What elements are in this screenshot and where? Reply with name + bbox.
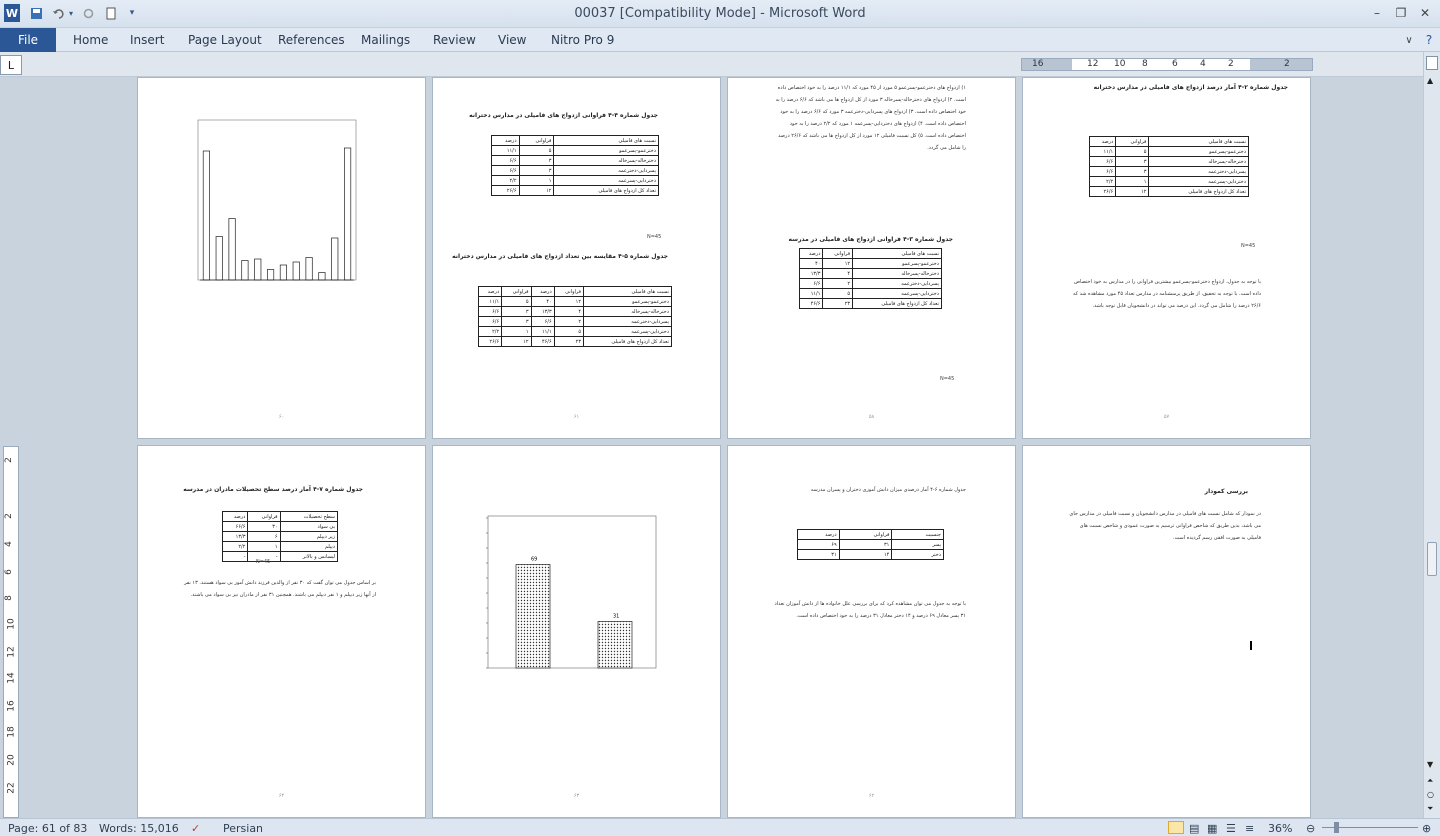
- window-title: 00037 [Compatibility Mode] - Microsoft Word: [574, 6, 866, 21]
- ribbon-tabs: [0, 28, 1440, 52]
- vruler-label: 12: [6, 646, 17, 658]
- chart-bar: [516, 565, 550, 669]
- vertical-scrollbar[interactable]: [1423, 52, 1440, 818]
- vruler-label: 20: [6, 754, 17, 766]
- page-number: ۶۱: [573, 414, 580, 420]
- document-page[interactable]: [727, 445, 1016, 818]
- word-app-icon[interactable]: W: [4, 4, 20, 22]
- print-layout-icon[interactable]: [1168, 821, 1184, 834]
- file-tab[interactable]: File: [0, 28, 56, 52]
- vertical-ruler[interactable]: [3, 446, 19, 818]
- vruler-label: 6: [3, 569, 14, 575]
- ruler-label: 6: [1172, 59, 1178, 69]
- zoom-out-icon[interactable]: ⊖: [1306, 822, 1316, 835]
- chart-bar: [216, 237, 222, 281]
- document-page[interactable]: [1022, 445, 1311, 818]
- chart-bar: [293, 262, 299, 280]
- chart-bar: [255, 259, 261, 280]
- table-caption: جدول شماره ۲-۴ آمار درصد ازدواج های فامیلی در مدارس دخترانه: [1093, 84, 1288, 91]
- vruler-label: 2: [3, 457, 14, 463]
- n-label: N=45: [1241, 243, 1256, 249]
- page-number: ۶۰: [278, 414, 285, 420]
- ruler-label: 10: [1114, 59, 1126, 69]
- language-indicator[interactable]: Persian: [223, 822, 264, 835]
- outline-icon[interactable]: ☰: [1226, 822, 1236, 835]
- scrollbar-thumb[interactable]: [1427, 542, 1437, 576]
- n-label: N=45: [647, 234, 662, 240]
- chart-bar: [267, 270, 273, 281]
- page-number: ۶۴: [278, 793, 285, 799]
- data-table: درصد فراوانی سطح تحصیلات ۶۶/۶ ۳۰ بی سواد ۱۳/۳ ۶ زیر دیپلم ۲/۲ ۱ دیپلم - - لیسانس و بالاتر: [222, 511, 338, 562]
- body-text: جدول شماره ۶-۴ آمار درصدی میزان دانش آموزی دختران و پسران مدرسه: [810, 487, 966, 493]
- tab-nitro-pro[interactable]: Nitro Pro 9: [551, 33, 615, 47]
- restore-button[interactable]: ❐: [1395, 6, 1407, 20]
- page-number: ۵۸: [868, 414, 875, 420]
- chart-bar: [344, 148, 350, 280]
- vruler-label: 8: [3, 595, 14, 601]
- n-label: N=45: [940, 376, 955, 382]
- vruler-label: 4: [3, 541, 14, 547]
- undo-dropdown-icon[interactable]: ▾: [68, 8, 73, 18]
- chart-bar: [332, 238, 338, 280]
- minimize-button[interactable]: –: [1374, 6, 1380, 20]
- zoom-in-icon[interactable]: ⊕: [1422, 822, 1432, 835]
- data-table: درصد فراوانی نسبت های فامیلی ۱۱/۱ ۵ دخترعمو-پسرعمو ۶/۶ ۳ دخترخاله-پسرخاله ۶/۶ ۳ پسردایی-دخترعمه ۲/۲ ۱ دختردایی-پسرعمه ۲۶/۶ ۱۲ تعداد کل ازدواج های فامیلی: [491, 135, 659, 196]
- text-cursor: [1250, 641, 1252, 650]
- help-icon[interactable]: ?: [1425, 33, 1433, 47]
- body-text: ۱) ازدواج های دخترعمو-پسرعمو ۵ مورد از ۴۵ مورد که ۱۱/۱ درصد را به خود اختصاص داده است. ۲) ازدواج های دخترخاله-پسرخاله ۳ مورد از کل ازدواج ها می باشد که ۶/۶ درصد را به خود اختصاص داده است. ۳) ازدواج های پسردایی-دخترعمه ۳ مورد که ۶/۶ درصد را به خود اختصاص داده است. ۴) ازدواج های دختردایی-پسرعمه ۱ مورد که ۲/۲ درصد را به خود اختصاص داده است. ۵) کل نسبت فامیلی ۱۲ مورد از کل ازدواج ها می باشد که ۲۶/۶ درصد را شامل می گردد.: [775, 85, 966, 151]
- document-page[interactable]: [432, 77, 721, 439]
- vruler-label: 2: [3, 513, 14, 519]
- tab-mailings[interactable]: Mailings: [361, 33, 411, 47]
- body-text: با توجه به جدول می توان مشاهده کرد که برای بررسی علل خانواده ها از دانش آموزان تعداد ۳۱ پسر معادل ۶۹ درصد و ۱۴ دختر معادل ۳۱ درصد را به خود اختصاص داده است.: [774, 601, 966, 619]
- table-caption: جدول شماره ۳-۴ فراوانی ازدواج های فامیلی در مدرسه: [788, 236, 953, 243]
- draft-icon[interactable]: ≡: [1245, 822, 1255, 835]
- prev-page-icon[interactable]: ⏶: [1427, 776, 1434, 785]
- ruler-label: 2: [1284, 59, 1290, 69]
- tab-review[interactable]: Review: [433, 33, 476, 47]
- chart-data-label: 69: [531, 556, 538, 563]
- browse-object-icon[interactable]: ○: [1427, 790, 1434, 799]
- next-page-icon[interactable]: ⏷: [1427, 804, 1434, 813]
- chart-bar: [242, 261, 248, 281]
- ruler-label: 2: [1228, 59, 1234, 69]
- scroll-up-icon[interactable]: ▲: [1427, 76, 1434, 85]
- ruler-label: 12: [1087, 59, 1099, 69]
- vruler-label: 14: [6, 672, 17, 684]
- tab-page-layout[interactable]: Page Layout: [188, 33, 262, 47]
- status-bar: [0, 818, 1440, 836]
- page-number: ۶۲: [868, 793, 875, 799]
- vruler-label: 10: [6, 618, 17, 630]
- chart-bar: [229, 219, 235, 281]
- tab-insert[interactable]: Insert: [130, 33, 165, 47]
- tab-references[interactable]: References: [278, 33, 345, 47]
- page-counter[interactable]: Page: 61 of 83: [8, 822, 88, 835]
- zoom-level[interactable]: 36%: [1268, 822, 1293, 835]
- customize-toolbar-icon[interactable]: ▾: [129, 8, 135, 18]
- ruler-label: 4: [1200, 59, 1206, 69]
- page-chart: [138, 78, 426, 378]
- table-caption: جدول شماره ۴-۴ فراوانی ازدواج های فامیلی در مدارس دخترانه: [469, 112, 658, 119]
- ruler-bar: [0, 52, 1440, 77]
- chart-bar: [306, 258, 312, 281]
- chart-data-label: 31: [613, 613, 620, 620]
- document-page[interactable]: [727, 77, 1016, 439]
- full-screen-icon[interactable]: ▤: [1189, 822, 1200, 835]
- table-caption: جدول شماره ۵-۴ مقایسه بین تعداد ازدواج های فامیلی در مدارس دخترانه: [452, 253, 668, 260]
- vruler-label: 22: [6, 782, 17, 794]
- document-page[interactable]: [1022, 77, 1311, 439]
- document-page[interactable]: [432, 445, 721, 818]
- tab-selector[interactable]: L: [0, 55, 22, 75]
- title-bar: [0, 0, 1440, 28]
- data-table: درصد فراوانی نسبت های فامیلی ۱۱/۱ ۵ دخترعمو-پسرعمو ۶/۶ ۳ دخترخاله-پسرخاله ۶/۶ ۳ پسردایی-دخترعمه ۲/۲ ۱ دختردایی-پسرعمه ۲۶/۶ ۱۲ تعداد کل ازدواج های فامیلی: [1089, 136, 1249, 197]
- n-label: N=45: [256, 559, 271, 565]
- ruler-label: 8: [1142, 59, 1148, 69]
- zoom-slider-thumb[interactable]: [1334, 822, 1339, 833]
- chart-bar: [203, 151, 209, 280]
- close-button[interactable]: ✕: [1419, 6, 1431, 20]
- data-table: درصد فراوانی نسبت های فامیلی ۴۰ ۱۲ دخترعمو-پسرعمو ۱۳/۳ ۴ دخترخاله-پسرخاله ۶/۶ ۲ پسردایی-دخترعمه ۱۱/۱ ۵ دختردایی-پسرعمه ۴۶/۶ ۲۳ تعداد کل ازدواج های فامیلی: [799, 248, 942, 309]
- document-page[interactable]: [137, 445, 426, 818]
- chart-bar: [280, 265, 286, 280]
- body-text: بر اساس جدول می توان گفت که ۳۰ نفر از والدین فرزند دانش آموز بی سواد هستند. ۱۳ نفر از آنها زیر دیپلم و ۱ نفر دیپلم می باشند. همچنین ۳۱ نفر از مادران نیز بی سواد می باشند.: [184, 580, 376, 598]
- scroll-down-icon[interactable]: ▼: [1427, 760, 1434, 769]
- tab-view[interactable]: View: [498, 33, 527, 47]
- data-table: درصد فراوانی جنسیت ۶۹ ۳۱ پسر ۳۱ ۱۴ دختر: [797, 529, 944, 560]
- page-number: ۶۳: [573, 793, 580, 799]
- vruler-label: 16: [6, 700, 17, 712]
- ribbon-collapse-icon[interactable]: ∨: [1405, 34, 1413, 46]
- horizontal-ruler[interactable]: [1021, 58, 1313, 71]
- table-caption: جدول شماره ۷-۴ آمار درصد سطح تحصیلات مادران در مدرسه: [183, 486, 363, 493]
- chart-bar: [598, 622, 632, 669]
- proofing-icon[interactable]: ✓: [191, 822, 201, 835]
- vruler-label: 18: [6, 726, 17, 738]
- page-number: ۵۷: [1163, 414, 1170, 420]
- ruler-label: 16: [1032, 59, 1044, 69]
- page-heading: بررسی کمودار: [1204, 488, 1248, 495]
- comparison-table: درصد فراوانی درصد فراوانی نسبت های فامیلی ۱۱/۱ ۵ ۴۰ ۱۲ دخترعمو-پسرعمو ۶/۶ ۳ ۱۳/۳ ۴ دخترخاله-پسرخاله ۶/۶ ۳ ۶/۶ ۲ پسردایی-دخترعمه ۲/۲ ۱ ۱۱/۱ ۵ دختردایی-پسرعمه ۲۶/۶ ۱۲ ۴۶/۶ ۲۳ تعداد کل ازدواج های فامیلی: [478, 286, 672, 347]
- document-page[interactable]: [137, 77, 426, 439]
- chart-bar: [319, 273, 325, 281]
- page-chart: [433, 446, 721, 706]
- body-text: در نمودار که شامل نسبت های فامیلی در مدارس دانشجویان و نسبت فامیلی در مدارس جای می باشد، بدین طریق که شاخص فراوانی ترسیم به صورت عمودی و شاخص نسبت های فامیلی به صورت افقی رسم گردیده است.: [1069, 511, 1261, 541]
- tab-home[interactable]: Home: [73, 33, 109, 47]
- web-layout-icon[interactable]: ▦: [1207, 822, 1218, 835]
- view-ruler-icon[interactable]: [1426, 56, 1438, 70]
- body-text: با توجه به جدول، ازدواج دخترعمو-پسرعمو بیشترین فراوانی را در مدارس به خود اختصاص داده است. با توجه به تحقیق، از طریق پرسشنامه در مدارس تعداد ۴۵ مورد مشاهده شد که ۲۶/۶ درصد را شامل می گردد. این درصد می تواند در دانشجویان قابل توجه باشد.: [1072, 279, 1261, 309]
- word-count[interactable]: Words: 15,016: [99, 822, 179, 835]
